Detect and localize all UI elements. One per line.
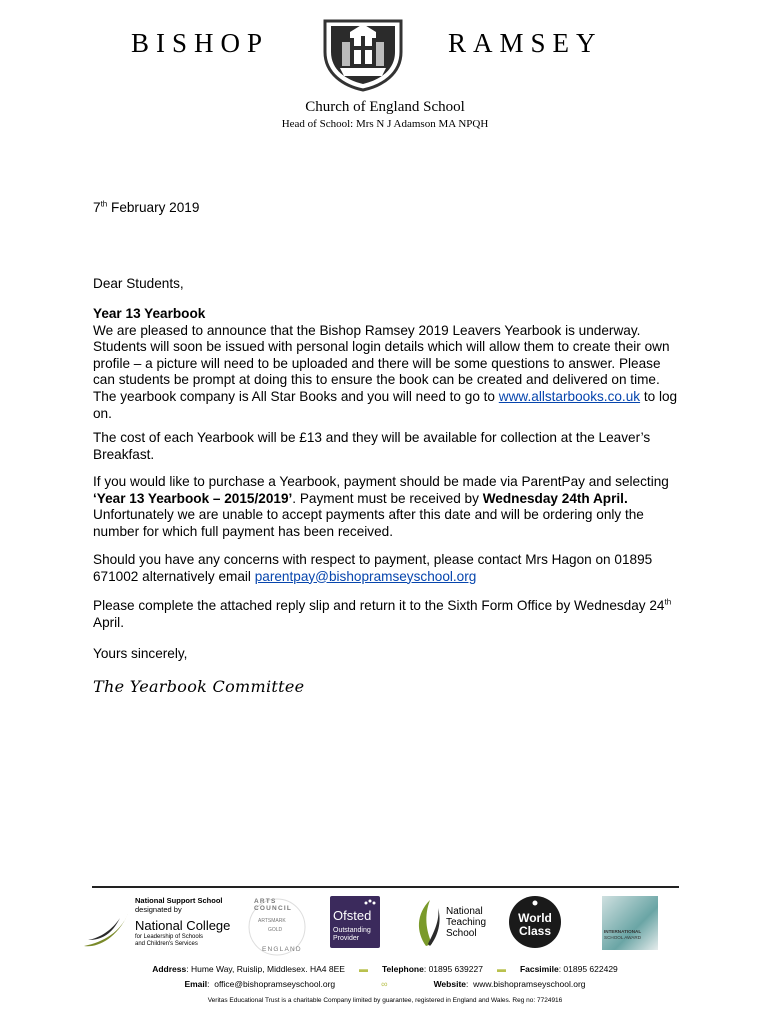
footer-divider [92,886,679,888]
paragraph-reply-slip: Please complete the attached reply slip and return it to the Sixth Form Office by Wednesday 24th April. [93,597,672,630]
nss-line2: designated by [135,905,182,914]
international-school-award-logo [602,896,658,950]
footer-telephone: 01895 639227 [428,964,483,974]
paragraph-cost: The cost of each Yearbook will be £13 and they will be available for collection at the Leaver’s Breakfast. [93,430,651,462]
letter-main [93,306,685,422]
letter-date: 7th February 2019 [93,199,200,215]
nss-sub1: for Leadership of Schools [135,934,204,940]
national-teaching-school-logo [412,896,496,950]
school-crest-icon [320,18,406,92]
footer-separator-icon: ∞ [381,979,388,989]
parentpay-email-link[interactable]: parentpay@bishopramseyschool.org [254,568,477,584]
arts-council-logo [246,896,308,958]
nts-line1: National [446,906,483,917]
salutation: Dear Students, [93,276,184,291]
world-class-line1: World [518,911,552,925]
nts-line2: Teaching [446,917,487,928]
artsmark-label: ARTSMARK [258,918,286,924]
nss-line1: National Support School [135,896,223,905]
school-subtitle: Church of England School [305,99,465,115]
ofsted-line2: Provider [333,935,360,942]
letter-heading: Year 13 Yearbook [93,306,206,321]
nts-line3: School [446,928,477,939]
paragraph-concerns: Should you have any concerns with respect to payment, please contact Mrs Hagon on 01895 671002 alternatively email parentpay@bishopramseyschool.org [93,552,653,584]
arts-council-bottom: ENGLAND [262,946,302,953]
nss-main: National College [135,918,231,933]
allstarbooks-link[interactable]: www.allstarbooks.co.uk [498,388,641,404]
school-name-left: BISHOP [131,28,270,58]
signature: The Yearbook Committee [93,677,305,696]
footer-separator-icon: ▬ [496,964,506,974]
ofsted-line1: Outstanding [333,927,371,934]
head-of-school: Head of School: Mrs N J Adamson MA NPQH [281,118,489,130]
footer-web-line: Email: office@bishopramseyschool.org ∞ Website: www.bishopramseyschool.org [184,979,586,989]
arts-council-top: ARTS COUNCIL [254,898,293,912]
artsmark-gold: GOLD [268,927,283,933]
footer-separator-icon: ▬ [358,964,368,974]
footer-trust-line: Veritas Educational Trust is a charitable Company limited by guarantee, registered in England and Wales. Reg no: 7724916 [207,997,563,1004]
footer-address: Hume Way, Ruislip, Middlesex. HA4 8EE [190,964,345,974]
isa-line1: INTERNATIONAL [604,929,642,934]
isa-line2: SCHOOL AWARD [604,935,642,940]
closing: Yours sincerely, [93,646,188,661]
ofsted-stars-icon [363,898,377,908]
paragraph-payment: If you would like to purchase a Yearbook, payment should be made via ParentPay and selecting ‘Year 13 Yearbook – 2015/2019’. Payment must be received by Wednesday 24th April. Unfortunately we are unable to accept payments after this date and will be ordering only the number for which full payment has been received. [93,474,669,539]
national-college-logo [82,896,232,958]
world-class-line2: Class [518,924,552,938]
leaf-icon [412,898,442,948]
ofsted-logo [330,896,380,948]
nss-sub2: and Children's Services [135,941,198,947]
world-class-figure-icon [529,900,541,910]
world-class-logo [509,896,561,948]
school-name-right: RAMSEY [448,28,603,58]
footer-facsimile: 01895 622429 [563,964,618,974]
footer-website[interactable]: www.bishopramseyschool.org [473,979,586,989]
paragraph-intro: We are pleased to announce that the Bishop Ramsey 2019 Leavers Yearbook is underway. Students will soon be issued with personal login details which will allow them to create their own profile – a picture will need to be uploaded and there will be some questions to answer. Please can students be prompt at doing this to ensure the book can be created and delivered on time. The yearbook company is All Star Books and you will need to go to www.allstarbooks.co.uk to log on. [93,322,678,421]
footer-email[interactable]: office@bishopramseyschool.org [214,979,336,989]
footer-contact-line: Address: Hume Way, Ruislip, Middlesex. HA4 8EE ▬ Telephone: 01895 639227 ▬ Facsimile: 01895 622429 [152,964,618,974]
ofsted-name: Ofsted [333,908,372,923]
national-college-swoosh-icon [82,910,132,950]
